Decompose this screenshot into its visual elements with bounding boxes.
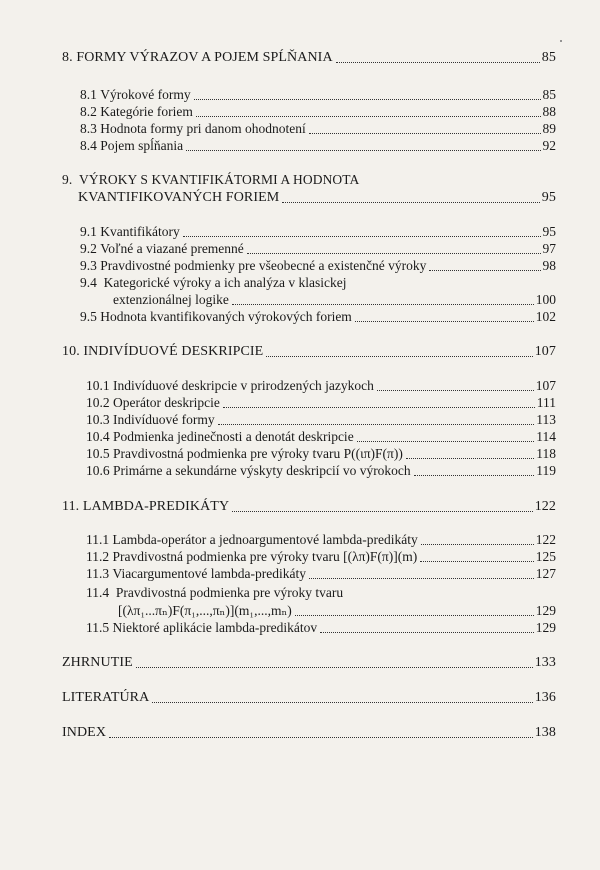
dot-leader bbox=[355, 320, 534, 322]
item-title: Kategorické výroky a ich analýza v klasickej bbox=[103, 275, 347, 290]
item-title-continued: extenzionálnej logike bbox=[113, 292, 229, 307]
page-number: 102 bbox=[535, 309, 556, 324]
page-number: 100 bbox=[535, 292, 556, 307]
item-title: Pravdivostné podmienky pre všeobecné a existenčné výroky bbox=[100, 258, 427, 273]
item-number: 10.2 bbox=[86, 395, 110, 410]
page-number: 95 bbox=[541, 190, 556, 205]
page-number: 122 bbox=[534, 499, 556, 514]
item-title: Viacargumentové lambda-predikáty bbox=[112, 566, 306, 581]
dot-leader bbox=[309, 577, 534, 579]
dot-leader bbox=[377, 389, 534, 391]
toc-item-10-1[interactable] bbox=[86, 378, 556, 394]
toc-item-8-3[interactable] bbox=[80, 121, 556, 137]
page-number: 113 bbox=[536, 412, 556, 427]
toc-item-11-4[interactable] bbox=[118, 603, 556, 619]
dot-leader bbox=[218, 423, 535, 425]
item-title: Primárne a sekundárne výskyty deskripcií vo výrokoch bbox=[113, 463, 411, 478]
chapter-title: LAMBDA-PREDIKÁTY bbox=[82, 499, 230, 514]
page-number: 133 bbox=[534, 655, 556, 670]
item-number: 9.1 bbox=[80, 224, 97, 239]
dot-leader bbox=[232, 303, 534, 305]
dot-leader bbox=[406, 457, 534, 459]
dot-leader bbox=[183, 235, 541, 237]
page-number: 119 bbox=[536, 463, 556, 478]
dot-leader bbox=[223, 406, 535, 408]
page-number: 136 bbox=[534, 690, 556, 705]
page-number: 97 bbox=[542, 241, 556, 256]
page-number: 88 bbox=[542, 104, 556, 119]
toc-chapter-9-line1[interactable] bbox=[62, 172, 359, 188]
chapter-number: 10. bbox=[62, 344, 80, 359]
toc-item-11-1[interactable] bbox=[86, 532, 556, 548]
toc-item-9-5[interactable] bbox=[80, 309, 556, 325]
item-number: 11.3 bbox=[86, 566, 110, 581]
item-title: Kategórie foriem bbox=[100, 104, 193, 119]
page-number: 95 bbox=[542, 224, 556, 239]
item-number: 10.5 bbox=[86, 446, 110, 461]
page-number: 85 bbox=[542, 87, 556, 102]
dot-leader bbox=[282, 201, 539, 203]
page-number: 85 bbox=[541, 50, 556, 65]
item-title-continued: [(λπ₁...πₙ)F(π₁,...,πₙ)](m₁,...,mₙ) bbox=[118, 603, 292, 618]
item-number: 8.2 bbox=[80, 104, 97, 119]
toc-item-8-2[interactable] bbox=[80, 104, 556, 120]
item-number: 8.3 bbox=[80, 121, 97, 136]
chapter-title: VÝROKY S KVANTIFIKÁTORMI A HODNOTA bbox=[79, 172, 360, 187]
dot-leader bbox=[247, 252, 541, 254]
toc-item-10-5[interactable] bbox=[86, 446, 556, 462]
item-title: Pravdivostná podmienka pre výroky tvaru P((ιπ)F(π)) bbox=[113, 446, 403, 461]
toc-item-11-2[interactable] bbox=[86, 549, 556, 565]
item-number: 11.1 bbox=[86, 532, 110, 547]
page-number: 89 bbox=[542, 121, 556, 136]
dot-leader bbox=[295, 614, 534, 616]
item-title: Lambda-operátor a jednoargumentové lambda-predikáty bbox=[112, 532, 418, 547]
page-number: 122 bbox=[535, 532, 556, 547]
page-number: 98 bbox=[542, 258, 556, 273]
page-number: 129 bbox=[535, 620, 556, 635]
dot-leader bbox=[136, 666, 533, 668]
toc-item-10-3[interactable] bbox=[86, 412, 556, 428]
page-number: 111 bbox=[536, 395, 556, 410]
item-title: Pojem spĺňania bbox=[100, 138, 184, 153]
toc-summary[interactable] bbox=[62, 655, 556, 671]
toc-item-11-4-line1[interactable] bbox=[86, 585, 343, 601]
toc-item-8-4[interactable] bbox=[80, 138, 556, 154]
page-number: 107 bbox=[534, 344, 556, 359]
toc-item-11-3[interactable] bbox=[86, 566, 556, 582]
toc-chapter-8[interactable] bbox=[62, 50, 556, 66]
chapter-title: INDIVÍDUOVÉ DESKRIPCIE bbox=[83, 344, 264, 359]
item-title: Podmienka jedinečnosti a denotát deskripcie bbox=[113, 429, 354, 444]
page-number: 118 bbox=[536, 446, 556, 461]
page-number: 92 bbox=[542, 138, 556, 153]
item-number: 10.1 bbox=[86, 378, 110, 393]
section-title: INDEX bbox=[62, 725, 107, 740]
dot-leader bbox=[336, 61, 540, 63]
dot-leader bbox=[152, 701, 532, 703]
dot-leader bbox=[196, 115, 541, 117]
toc-chapter-9[interactable] bbox=[78, 190, 556, 206]
toc-literature[interactable] bbox=[62, 690, 556, 706]
page-number: 138 bbox=[534, 725, 556, 740]
chapter-number: 11. bbox=[62, 499, 80, 514]
toc-item-10-4[interactable] bbox=[86, 429, 556, 445]
page-number: 129 bbox=[535, 603, 556, 618]
item-title: Hodnota formy pri danom ohodnotení bbox=[100, 121, 306, 136]
item-number: 8.4 bbox=[80, 138, 97, 153]
page-number: 127 bbox=[535, 566, 556, 581]
dot-leader bbox=[357, 440, 535, 442]
chapter-title: FORMY VÝRAZOV A POJEM SPĹŇANIA bbox=[76, 50, 333, 65]
page-number: 125 bbox=[535, 549, 556, 564]
item-title: Hodnota kvantifikovaných výrokových foriem bbox=[100, 309, 352, 324]
item-number: 9.2 bbox=[80, 241, 97, 256]
dot-leader bbox=[194, 98, 541, 100]
item-title: Indivíduové formy bbox=[113, 412, 215, 427]
item-title: Výrokové formy bbox=[100, 87, 191, 102]
item-number: 11.2 bbox=[86, 549, 110, 564]
toc-item-9-3[interactable] bbox=[80, 258, 556, 274]
item-title: Niektoré aplikácie lambda-predikátov bbox=[112, 620, 318, 635]
print-speck bbox=[560, 40, 562, 42]
item-title: Operátor deskripcie bbox=[113, 395, 220, 410]
chapter-number: 9. bbox=[62, 172, 73, 187]
dot-leader bbox=[429, 269, 540, 271]
toc-item-10-6[interactable] bbox=[86, 463, 556, 479]
section-title: ZHRNUTIE bbox=[62, 655, 133, 670]
toc-item-11-5[interactable] bbox=[86, 620, 556, 636]
section-title: LITERATÚRA bbox=[62, 690, 150, 705]
item-title: Voľné a viazané premenné bbox=[100, 241, 244, 256]
item-number: 10.4 bbox=[86, 429, 110, 444]
item-title: Kvantifikátory bbox=[100, 224, 180, 239]
chapter-number: 8. bbox=[62, 50, 73, 65]
item-number: 9.5 bbox=[80, 309, 97, 324]
item-number: 9.3 bbox=[80, 258, 97, 273]
item-number: 9.4 bbox=[80, 275, 97, 290]
page-number: 107 bbox=[535, 378, 556, 393]
dot-leader bbox=[266, 355, 532, 357]
toc-chapter-10[interactable] bbox=[62, 344, 556, 360]
page-number: 114 bbox=[536, 429, 556, 444]
item-number: 11.5 bbox=[86, 620, 110, 635]
toc-item-9-4-line1[interactable] bbox=[80, 275, 347, 291]
chapter-title-continued: KVANTIFIKOVANÝCH FORIEM bbox=[78, 190, 280, 205]
item-number: 8.1 bbox=[80, 87, 97, 102]
item-number: 11.4 bbox=[86, 585, 110, 600]
dot-leader bbox=[421, 543, 534, 545]
item-number: 10.6 bbox=[86, 463, 110, 478]
dot-leader bbox=[309, 132, 541, 134]
dot-leader bbox=[232, 510, 533, 512]
item-number: 10.3 bbox=[86, 412, 110, 427]
dot-leader bbox=[414, 474, 535, 476]
toc-item-9-2[interactable] bbox=[80, 241, 556, 257]
item-title: Pravdivostná podmienka pre výroky tvaru bbox=[115, 585, 344, 600]
dot-leader bbox=[420, 560, 534, 562]
item-title: Indivíduové deskripcie v prirodzených jazykoch bbox=[113, 378, 374, 393]
toc-item-9-4[interactable] bbox=[113, 292, 556, 308]
toc-item-10-2[interactable] bbox=[86, 395, 556, 411]
dot-leader bbox=[109, 736, 533, 738]
dot-leader bbox=[320, 631, 534, 633]
toc-chapter-11[interactable] bbox=[62, 499, 556, 515]
toc-item-8-1[interactable] bbox=[80, 87, 556, 103]
dot-leader bbox=[186, 149, 540, 151]
toc-item-9-1[interactable] bbox=[80, 224, 556, 240]
toc-index[interactable] bbox=[62, 725, 556, 741]
item-title: Pravdivostná podmienka pre výroky tvaru [(λπ)F(π)](m) bbox=[112, 549, 418, 564]
